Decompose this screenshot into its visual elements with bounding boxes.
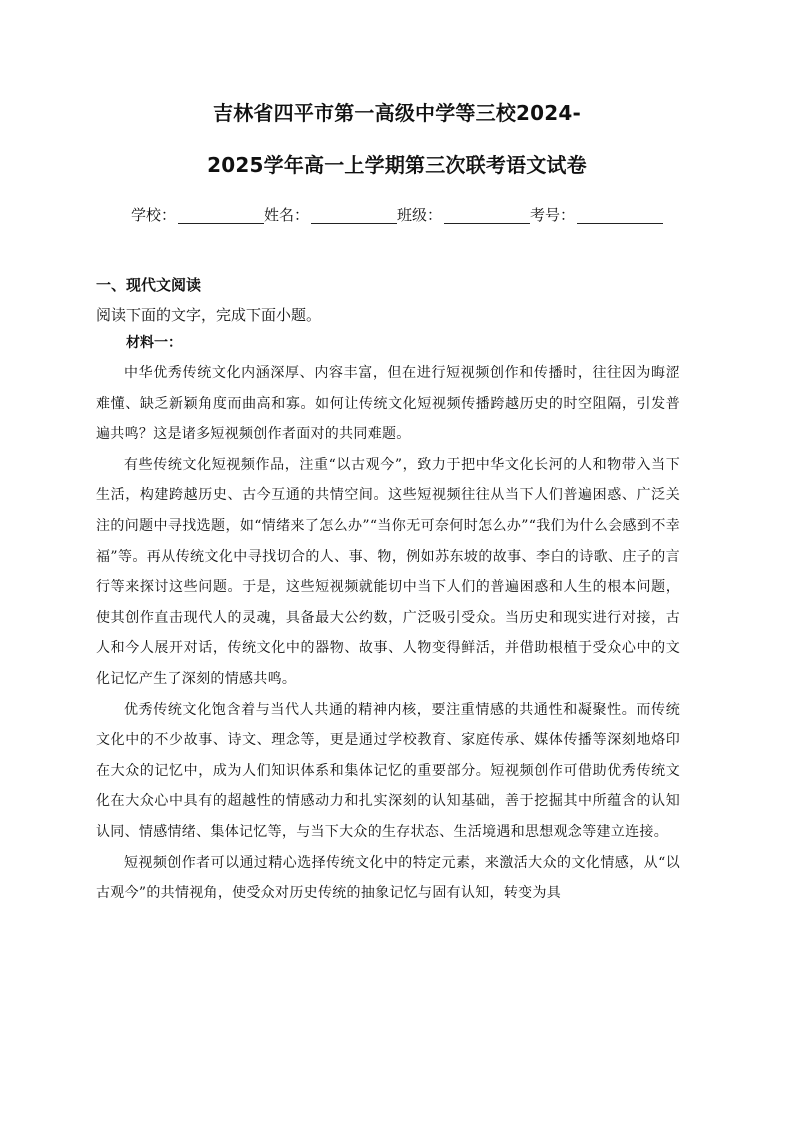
exam-no-blank[interactable] [577,207,663,224]
document-title-line1: 吉林省四平市第一高级中学等三校2024- [213,101,581,125]
school-blank[interactable] [178,207,264,224]
class-blank[interactable] [444,207,530,224]
section-heading: 一、现代文阅读 [96,276,202,294]
material-label: 材料一： [126,335,182,351]
reading-instruction: 阅读下面的文字，完成下面小题。 [96,306,322,324]
paragraph-1: 中华优秀传统文化内涵深厚、内容丰富，但在进行短视频创作和传播时，往往因为晦涩难懂、缺乏新颖角度而曲高和寡。如何让传统文化短视频传播跨越历史的时空阻隔，引发普遍共鸣？这是诸多短视频创作者面对的共同难题。 [96,365,680,443]
name-label: 姓名： [263,206,309,224]
document-title-line2: 2025学年高一上学期第三次联考语文试卷 [207,153,587,177]
paragraph-3: 优秀传统文化饱含着与当代人共通的精神内核，要注重情感的共通性和凝聚性。而传统文化中的不少故事、诗文、理念等，更是通过学校教育、家庭传承、媒体传播等深刻地烙印在大众的记忆中，成为人们知识体系和集体记忆的重要部分。短视频创作可借助优秀传统文化在大众心中具有的超越性的情感动力和扎实深刻的认知基础，善于挖掘其中所蕴含的认知认同、情感情绪、集体记忆等，与当下大众的生存状态、生活境遇和思想观念等建立连接。 [96,701,680,840]
student-info-line [105,204,689,226]
paragraph-2: 有些传统文化短视频作品，注重“以古观今”，致力于把中华文化长河的人和物带入当下生活，构建跨越历史、古今互通的共情空间。这些短视频往往从当下人们普遍困惑、广泛关注的问题中寻找选题，如“情绪来了怎么办”“当你无可奈何时怎么办”“我们为什么会感到不幸福”等。再从传统文化中寻找切合的人、事、物，例如苏东坡的故事、李白的诗歌、庄子的言行等来探讨这些问题。于是，这些短视频就能切中当下人们的普遍困惑和人生的根本问题，使其创作直击现代人的灵魂，具备最大公约数，广泛吸引受众。当历史和现实进行对接，古人和今人展开对话，传统文化中的器物、故事、人物变得鲜活，并借助根植于受众心中的文化记忆产生了深刻的情感共鸣。 [96,456,680,687]
school-label: 学校： [130,206,176,224]
exam-no-label: 考号： [530,206,576,224]
class-label: 班级： [397,206,443,224]
paragraph-4: 短视频创作者可以通过精心选择传统文化中的特定元素，来激活大众的文化情感，从“以古观今”的共情视角，使受众对历史传统的抽象记忆与固有认知，转变为具 [96,854,680,902]
name-blank[interactable] [311,207,397,224]
